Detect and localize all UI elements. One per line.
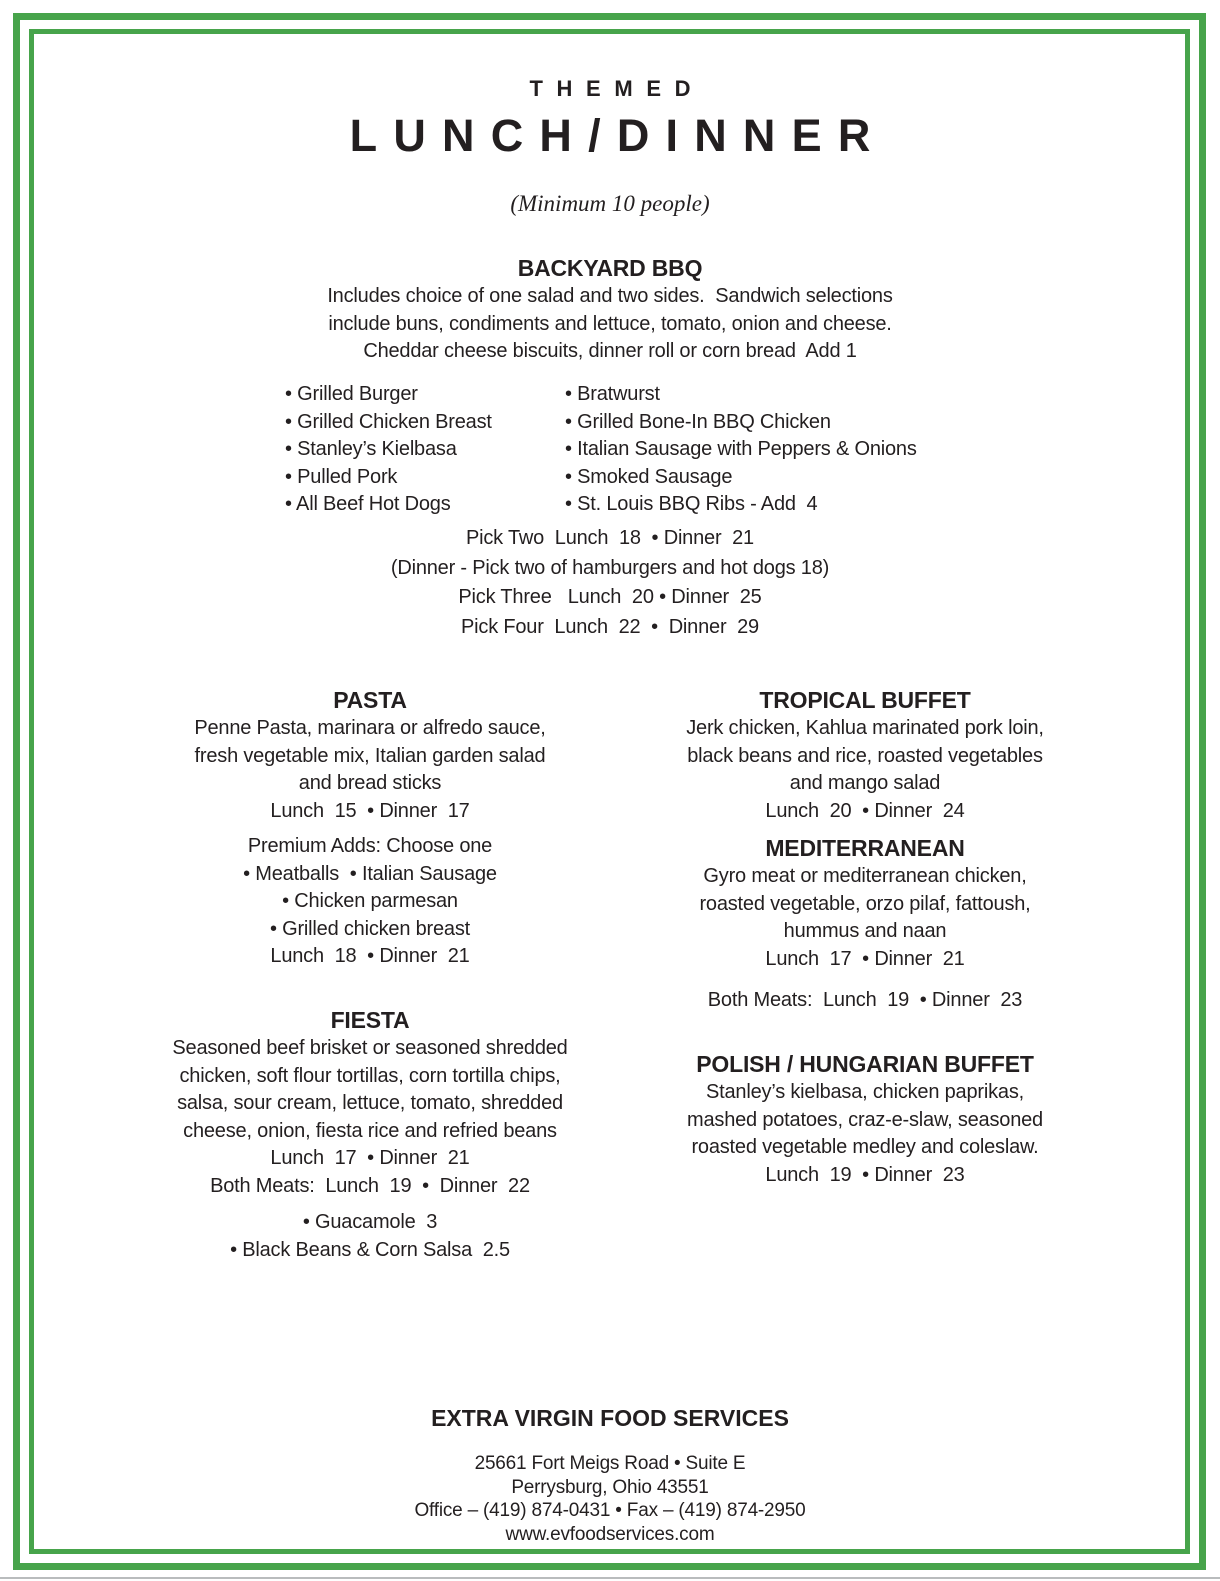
description-line: Stanley’s kielbasa, chicken paprikas,	[706, 1081, 1024, 1103]
section-premium-adds	[125, 833, 615, 971]
description-line: and mango salad	[789, 772, 941, 794]
bbq-menu-item: • Grilled Burger	[285, 383, 418, 405]
bbq-menu-item: • Bratwurst	[565, 383, 660, 405]
fiesta-title: FIESTA	[330, 1007, 410, 1033]
backyard-bbq-description	[0, 283, 1220, 366]
description-line: chicken, soft flour tortillas, corn tortilla chips,	[179, 1064, 561, 1087]
description-line: fresh vegetable mix, Italian garden salad	[194, 744, 546, 767]
pasta-description	[125, 715, 615, 798]
bbq-menu-item: • Grilled Chicken Breast	[285, 410, 492, 433]
menu-kicker: THEMED	[529, 76, 705, 101]
fiesta-extras	[125, 1209, 615, 1264]
polish-hungarian-price: Lunch 19 • Dinner 23	[765, 1163, 965, 1186]
description-line: Gyro meat or mediterranean chicken,	[703, 865, 1027, 887]
pricing-line: Pick Three Lunch 20 • Dinner 25	[458, 586, 762, 608]
polish-hungarian-title: POLISH / HUNGARIAN BUFFET	[696, 1051, 1034, 1077]
pricing-line: Pick Four Lunch 22 • Dinner 29	[461, 615, 759, 638]
pricing-line: Pick Two Lunch 18 • Dinner 21	[466, 527, 754, 549]
description-line: Seasoned beef brisket or seasoned shredded	[172, 1037, 568, 1059]
section-mediterranean	[620, 833, 1110, 1015]
bbq-menu-item: • Grilled Bone-In BBQ Chicken	[565, 410, 831, 433]
bbq-menu-item: • Pulled Pork	[285, 465, 398, 488]
bbq-menu-item: • St. Louis BBQ Ribs - Add 4	[565, 493, 818, 515]
description-line: black beans and rice, roasted vegetables	[687, 744, 1043, 767]
description-line: roasted vegetable medley and coleslaw.	[691, 1136, 1039, 1158]
description-line: Jerk chicken, Kahlua marinated pork loin,	[686, 717, 1044, 739]
pasta-title: PASTA	[333, 687, 407, 713]
fiesta-price: Lunch 17 • Dinner 21	[270, 1147, 470, 1169]
section-polish-hungarian	[620, 1049, 1110, 1189]
bbq-menu-item: • Smoked Sausage	[565, 465, 733, 488]
bbq-item-list-right	[565, 381, 917, 519]
mediterranean-price: Lunch 17 • Dinner 21	[765, 947, 965, 970]
backyard-bbq-pricing	[0, 524, 1220, 642]
pricing-line: (Dinner - Pick two of hamburgers and hot dogs 18)	[390, 556, 830, 579]
page-bottom-edge	[0, 1577, 1220, 1579]
description-line: Includes choice of one salad and two sides. Sandwich selections	[327, 285, 893, 307]
description-line: roasted vegetable, orzo pilaf, fattoush,	[699, 892, 1031, 915]
description-line: hummus and naan	[783, 920, 947, 942]
tropical-title: TROPICAL BUFFET	[759, 687, 971, 713]
backyard-bbq-item-lists	[285, 381, 917, 519]
footer-company-name: EXTRA VIRGIN FOOD SERVICES	[431, 1405, 789, 1431]
tropical-price: Lunch 20 • Dinner 24	[765, 799, 965, 822]
premium-adds-line: • Chicken parmesan	[282, 890, 458, 912]
footer-address	[0, 1452, 1220, 1546]
description-line: Penne Pasta, marinara or alfredo sauce,	[194, 717, 546, 739]
menu-title: LUNCH/DINNER	[349, 110, 887, 161]
description-line: and bread sticks	[298, 772, 442, 794]
mediterranean-description	[620, 863, 1110, 946]
extra-item: • Guacamole 3	[302, 1211, 438, 1233]
mediterranean-title: MEDITERRANEAN	[765, 835, 965, 861]
premium-adds-line: • Grilled chicken breast	[269, 917, 471, 940]
mediterranean-both-meats-price: Both Meats: Lunch 19 • Dinner 23	[707, 989, 1023, 1011]
premium-adds-line: • Meatballs • Italian Sausage	[243, 862, 497, 885]
description-line: include buns, condiments and lettuce, tomato, onion and cheese.	[328, 312, 892, 335]
bbq-menu-item: • All Beef Hot Dogs	[285, 493, 451, 515]
description-line: mashed potatoes, craz-e-slaw, seasoned	[687, 1108, 1043, 1131]
section-backyard-bbq	[0, 253, 1220, 366]
fiesta-description	[125, 1035, 615, 1145]
section-tropical-buffet	[620, 685, 1110, 825]
menu-subtitle: (Minimum 10 people)	[510, 191, 710, 216]
bbq-menu-item: • Stanley’s Kielbasa	[285, 438, 457, 460]
footer-address-line: 25661 Fort Meigs Road • Suite E	[474, 1453, 746, 1474]
bbq-menu-item: • Italian Sausage with Peppers & Onions	[565, 438, 917, 460]
bbq-item-list-left	[285, 381, 565, 519]
section-pasta	[125, 685, 615, 825]
description-line: salsa, sour cream, lettuce, tomato, shredded	[177, 1092, 563, 1114]
backyard-bbq-title: BACKYARD BBQ	[517, 255, 703, 281]
pasta-price: Lunch 15 • Dinner 17	[270, 799, 470, 822]
footer-address-line: www.evfoodservices.com	[505, 1523, 715, 1545]
extra-item: • Black Beans & Corn Salsa 2.5	[230, 1238, 510, 1261]
description-line: Cheddar cheese biscuits, dinner roll or corn bread Add 1	[363, 340, 857, 362]
fiesta-both-meats-price: Both Meats: Lunch 19 • Dinner 22	[210, 1174, 530, 1197]
description-line: cheese, onion, fiesta rice and refried beans	[183, 1119, 557, 1142]
footer-address-line: Office – (419) 874-0431 • Fax – (419) 874-2950	[414, 1500, 806, 1521]
tropical-description	[620, 715, 1110, 798]
premium-adds-line: Premium Adds: Choose one	[247, 835, 493, 857]
footer-address-line: Perrysburg, Ohio 43551	[511, 1476, 709, 1498]
section-fiesta	[125, 1005, 615, 1200]
polish-hungarian-description	[620, 1079, 1110, 1162]
premium-adds-line: Lunch 18 • Dinner 21	[270, 945, 470, 967]
